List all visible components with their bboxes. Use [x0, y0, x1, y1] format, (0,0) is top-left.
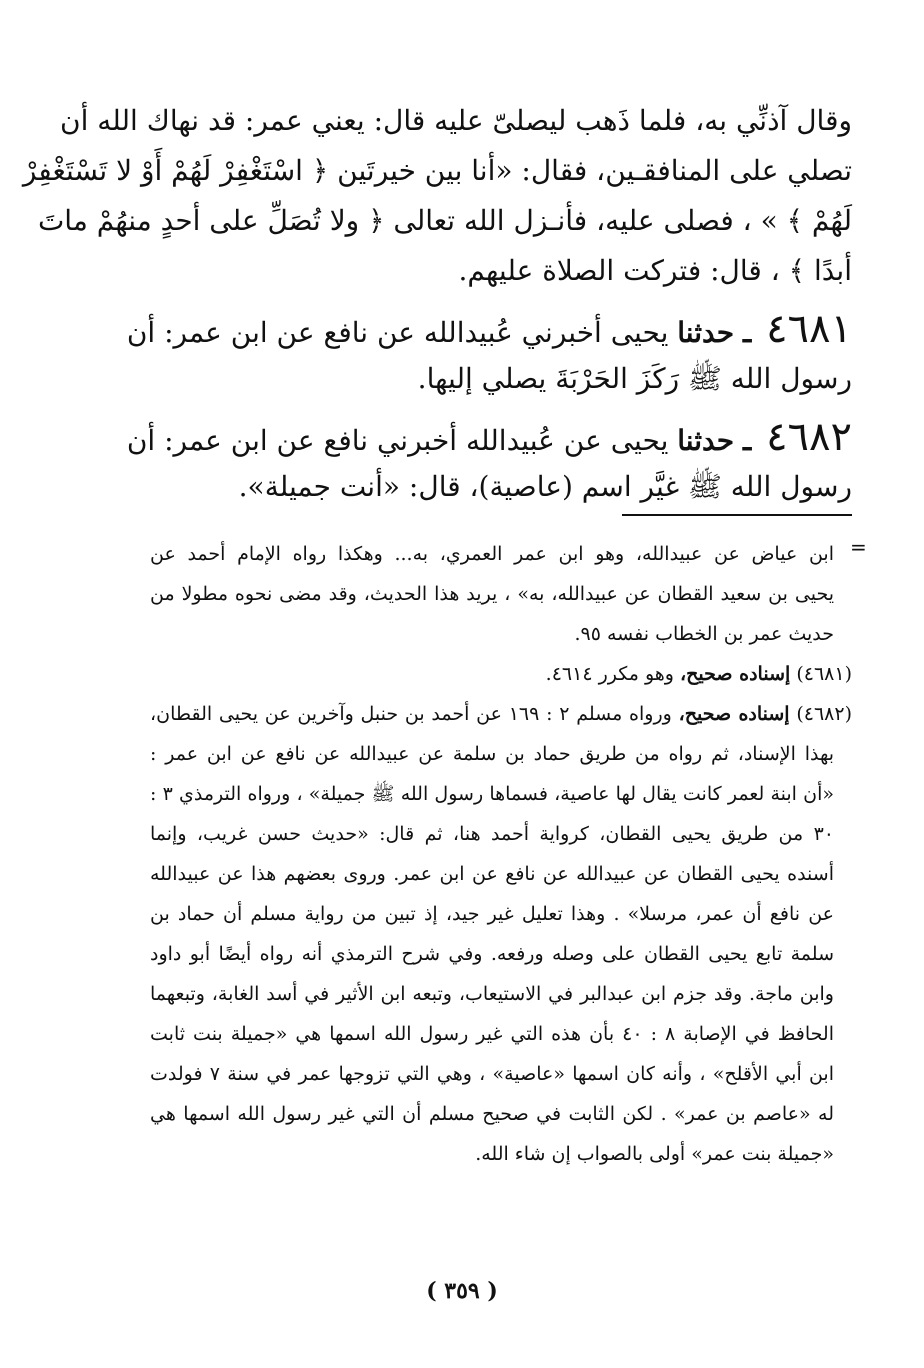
page-number: ( ٣٥٩ ): [426, 1278, 498, 1304]
hadith-4681: [126, 304, 852, 404]
footnote-line: يحيى بن سعيد القطان عن عبيدالله، به» ، يريد هذا الحديث، وقد مضى نحوه مطولا من: [150, 583, 834, 605]
hadith-text: يحيى عن عُبيدالله أخبرني نافع عن ابن عمر: أن: [126, 424, 669, 457]
footnote-line: الحافظ في الإصابة ٨ : ٤٠ بأن هذه التي غير رسول الله اسمها هي «جميلة بنت ثابت: [150, 1023, 834, 1045]
footnote-line: ٣٠ من طريق يحيى القطان، كرواية أحمد هنا، ثم قال: «حديث حسن غريب، وإنما: [150, 823, 834, 845]
main-line: تصلي على المنافقـين، فقال: «أنا بين خيرتَين ﴿ اسْتَغْفِرْ لَهُمْ أَوْ لا تَسْتَغْفِرْ: [22, 154, 852, 187]
hadith-4682: [126, 412, 852, 512]
footnote-ref: (٤٦٨١): [796, 663, 852, 685]
footnote-line: له «عاصم بن عمر» . لكن الثابت في صحيح مسلم أن التي غير رسول الله اسمها هي: [150, 1103, 834, 1125]
hadith-number: ٤٦٨٢: [766, 414, 852, 460]
hadith-line: [126, 412, 852, 462]
hadith-text: يحيى أخبرني عُبيدالله عن نافع عن ابن عمر: أن: [126, 316, 669, 349]
footnote-line: وابن ماجة. وقد جزم ابن عبدالبر في الاستيعاب، وتبعه ابن الأثير في أسد الغابة، وتبعهما: [150, 983, 834, 1005]
hadith-number: ٤٦٨١: [766, 306, 852, 352]
haddathana-word: حدثنا: [677, 316, 735, 349]
footnotes: [150, 534, 853, 1174]
main-line: لَهُمْ ﴾ » ، فصلى عليه، فأنـزل الله تعالى ﴿ ولا تُصَلِّ على أحدٍ منهُمْ ماتَ: [37, 204, 852, 237]
footnote-line: ابن أبي الأقلح» ، وأنه كان اسمها «عاصية» ، وهي التي تزوجها عمر في سنة ٧ فولدت: [150, 1063, 835, 1085]
footnote-4681: [150, 654, 852, 694]
footnote-separator: [622, 514, 852, 516]
footnote-text: وهو مكرر ٤٦١٤.: [545, 663, 674, 685]
hadith-line: [126, 304, 852, 354]
hadith-line: رسول الله ﷺ غيَّر اسم (عاصية)، قال: «أنت جميلة».: [238, 470, 852, 503]
hadith-line: رسول الله ﷺ رَكَزَ الحَرْبَةَ يصلي إليها.: [417, 362, 852, 395]
footnote-line: أسنده يحيى القطان عن عبيدالله عن نافع عن ابن عمر. وروى بعضهم هذا عن عبيدالله: [150, 863, 834, 885]
footnote-label: إسناده صحيح،: [680, 663, 791, 685]
haddathana-word: حدثنا: [677, 424, 735, 457]
footnote-line: «أن ابنة لعمر كانت يقال لها عاصية، فسماها رسول الله ﷺ جميلة» ، ورواه الترمذي ٣ :: [150, 783, 834, 805]
hadith-dash: ـ: [742, 424, 752, 457]
footnote-label: إسناده صحيح،: [678, 703, 790, 725]
main-text: [22, 96, 852, 512]
footnote-line: ابن عياض عن عبيدالله، وهو ابن عمر العمري، به... وهكذا رواه الإمام أحمد عن: [150, 543, 834, 565]
footnote-line: سلمة تابع يحيى القطان على وصله ورفعه. وفي شرح الترمذي أنه رواه أيضًا أبو داود: [150, 943, 834, 965]
continuation-mark: =: [850, 535, 867, 559]
footnote-line: بهذا الإسناد، ثم رواه من طريق حماد بن سلمة عن عبيدالله عن نافع عن ابن عمر :: [150, 743, 834, 765]
footnote-line: «جميلة بنت عمر» أولى بالصواب إن شاء الله.: [475, 1143, 834, 1165]
footnote-4682-first-line: [150, 694, 852, 734]
main-line: وقال آذنِّي به، فلما ذَهب ليصلىّ عليه قال: يعني عمر: قد نهاك الله أن: [60, 104, 852, 137]
footnote-line: حديث عمر بن الخطاب نفسه ٩٥.: [574, 623, 834, 645]
footnote-ref: (٤٦٨٢): [796, 703, 853, 725]
hadith-dash: ـ: [742, 316, 752, 349]
footnote-line: عن نافع أن عمر، مرسلا» . وهذا تعليل غير جيد، إذ تبين من رواية مسلم أن حماد بن: [150, 903, 834, 925]
footnote-text: ورواه مسلم ٢ : ١٦٩ عن أحمد بن حنبل وآخرين عن يحيى القطان،: [150, 703, 672, 725]
main-line: أبدًا ﴾ ، قال: فتركت الصلاة عليهم.: [458, 254, 852, 287]
